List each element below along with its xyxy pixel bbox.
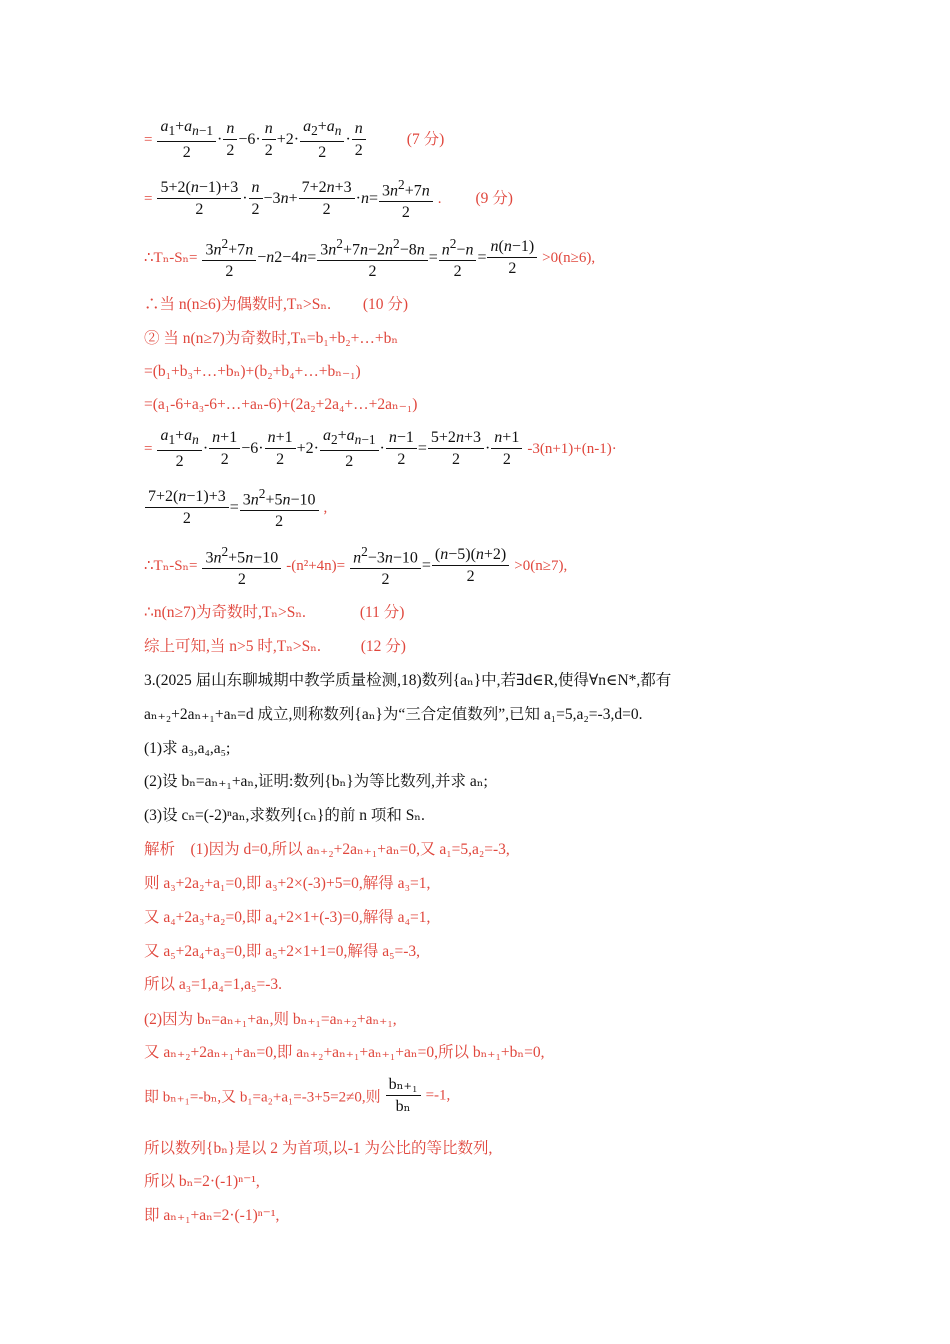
solution-line-substitute: =(a₁-6+a₃-6+…+aₙ-6)+(2a₂+2a₄+…+2aₙ₋₁) <box>144 396 418 413</box>
score-label: (9 分) <box>475 189 513 207</box>
solution-3-line-9: 所以数列{bₙ}是以 2 为首项,以-1 为公比的等比数列, <box>144 1140 493 1157</box>
solution-3-line-1: 解析 (1)因为 d=0,所以 aₙ₊₂+2aₙ₊₁+aₙ=0,又 a₁=5,a₂=-3, <box>144 841 510 858</box>
math-expression: $\frac{3n^2+5n-10}{2}$ <box>201 543 282 589</box>
math-expression: $\frac{a_1+a_{n-1}}{2}$ · $\frac{n}{2}$ −6· $\frac{n}{2}$ +2· $\frac{a_2+a_n}{2}$ · $\frac{n}{2}$ <box>156 118 366 162</box>
comma: , <box>323 499 328 516</box>
solution-3-line-4: 又 a₅+2a₄+a₃=0,即 a₅+2×1+1=0,解得 a₅=-3, <box>144 943 421 960</box>
solution-line-7 <box>144 118 444 162</box>
ratio-fraction <box>386 1076 421 1116</box>
solution-line-regroup: =(b₁+b₃+…+bₙ)+(b₂+b₄+…+bₙ₋₁) <box>144 363 361 380</box>
equals-sign: = <box>144 131 153 148</box>
ratio-numerator: bₙ₊₁ <box>386 1076 421 1096</box>
diff-label: ∴Tₙ-Sₙ= <box>144 249 198 266</box>
solution-line-10: ∴当 n(n≥6)为偶数时,Tₙ>Sₙ. (10 分) <box>144 296 409 313</box>
score-label: (12 分) <box>360 638 406 655</box>
solution-3-line-7: 又 aₙ₊₂+2aₙ₊₁+aₙ=0,即 aₙ₊₂+aₙ₊₁+aₙ₊₁+aₙ=0,所以 bₙ₊₁+bₙ=0, <box>144 1044 545 1061</box>
solution-3-line-11: 即 aₙ₊₁+aₙ=2·(-1)ⁿ⁻¹, <box>144 1207 280 1224</box>
problem-3-stem-line-1: 3.(2025 届山东聊城期中教学质量检测,18)数列{aₙ}中,若∃d∈R,使得∀n∈N*,都有 <box>144 672 672 689</box>
solution-line-sum-odd <box>144 427 617 471</box>
solution-3-line-2: 则 a₃+2a₂+a₁=0,即 a₃+2×(-3)+5=0,解得 a₃=1, <box>144 875 431 892</box>
inequality-tail: >0(n≥6), <box>542 249 596 266</box>
score-label: (10 分) <box>362 296 409 313</box>
math-expression: $\frac{3n^2+7n}{2}$ −n2−4n= $\frac{3n^2+7n-2n^2-8n}{2}$ = $\frac{n^2-n}{2}$ = $\frac{n(n-1)}{2}$ <box>201 235 538 281</box>
ratio-prefix: 即 bₙ₊₁=-bₙ,又 b₁=a₂+a₁=-3+5=2≠0,则 <box>144 1089 381 1106</box>
problem-3-question-1: (1)求 a₃,a₄,a₅; <box>144 740 231 757</box>
equals-sign: = <box>144 190 153 207</box>
solution-3-line-8 <box>144 1076 450 1116</box>
ratio-value: =-1, <box>425 1087 451 1104</box>
ratio-denominator: bₙ <box>395 1098 411 1115</box>
problem-3-question-2: (2)设 bₙ=aₙ₊₁+aₙ,证明:数列{bₙ}为等比数列,并求 aₙ; <box>144 773 488 790</box>
solution-line-11: ∴n(n≥7)为奇数时,Tₙ>Sₙ. (11 分) <box>144 604 405 621</box>
solution-line-9 <box>144 176 513 222</box>
inequality-tail: >0(n≥7), <box>514 557 568 574</box>
solution-3-line-6: (2)因为 bₙ=aₙ₊₁+aₙ,则 bₙ₊₁=aₙ₊₂+aₙ₊₁, <box>144 1011 397 1028</box>
math-expression: $\frac{7+2(n-1)+3}{2}$ = $\frac{3n^2+5n-10}{2}$ <box>144 485 320 531</box>
continuation-tail: -3(n+1)+(n-1)· <box>527 440 617 457</box>
subtract-term: -(n²+4n)= <box>286 557 346 574</box>
math-expression: $\frac{a_1+a_n}{2}$ · $\frac{n+1}{2}$ −6· $\frac{n+1}{2}$ +2· $\frac{a_2+a_{n-1}}{2}$ · $\frac{n-1}{2}$ = $\frac{5+2n+3}{2}$ · $\frac{n+1}{2}$ <box>156 427 523 471</box>
equals-sign: = <box>144 440 153 457</box>
problem-3-stem-line-2: aₙ₊₂+2aₙ₊₁+aₙ=d 成立,则称数列{aₙ}为“三合定值数列”,已知 a₁=5,a₂=-3,d=0. <box>144 706 643 723</box>
solution-line-sum-odd-cont <box>144 485 327 531</box>
period: . <box>437 190 442 207</box>
problem-3-question-3: (3)设 cₙ=(-2)ⁿaₙ,求数列{cₙ}的前 n 项和 Sₙ. <box>144 807 425 824</box>
score-label: (11 分) <box>359 604 405 621</box>
diff-label: ∴Tₙ-Sₙ= <box>144 557 198 574</box>
solution-3-line-3: 又 a₄+2a₃+a₂=0,即 a₄+2×1+(-3)=0,解得 a₄=1, <box>144 909 431 926</box>
score-label: (7 分) <box>406 130 445 148</box>
solution-line-12: 综上可知,当 n>5 时,Tₙ>Sₙ. (12 分) <box>144 638 406 655</box>
math-expression: $\frac{5+2(n-1)+3}{2}$ · $\frac{n}{2}$ −3n+ $\frac{7+2n+3}{2}$ ·n= $\frac{3n^2+7n}{2}$ <box>156 176 433 222</box>
math-expression: $\frac{n^2-3n-10}{2}$ = $\frac{(n-5)(n+2)}{2}$ <box>349 543 510 589</box>
solution-3-line-5: 所以 a₃=1,a₄=1,a₅=-3. <box>144 976 282 993</box>
solution-line-diff-odd <box>144 543 567 589</box>
solution-line-odd-case: ② 当 n(n≥7)为奇数时,Tₙ=b₁+b₂+…+bₙ <box>144 330 399 347</box>
solution-line-diff-even <box>144 235 595 281</box>
solution-3-line-10: 所以 bₙ=2·(-1)ⁿ⁻¹, <box>144 1173 260 1190</box>
